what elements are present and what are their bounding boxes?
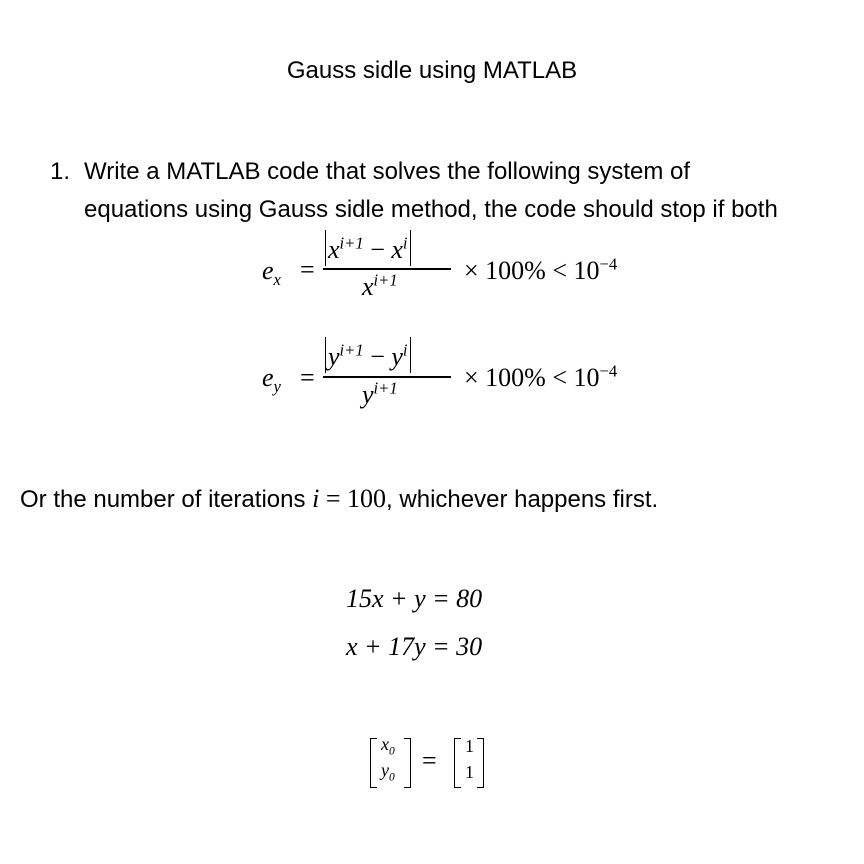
ex-denominator: $x^{i+1}$ — [362, 270, 398, 301]
ex-numerator: $x^{i+1} - x^i$ — [323, 230, 413, 266]
ex-rhs: × $100\% < 10^{-4}$ — [464, 254, 618, 285]
ey-rhs: × $100\% < 10^{-4}$ — [464, 361, 618, 392]
vector-y0: $y_0$ — [381, 760, 395, 784]
abs-right-bar — [410, 337, 411, 373]
value-top: 1 — [465, 736, 474, 756]
ex-fraction-bar — [323, 268, 451, 270]
vector-x0: $x_0$ — [381, 734, 395, 758]
ey-fraction-bar — [323, 376, 451, 378]
system-equation-1: 15x + y = 80 — [346, 584, 483, 613]
stop-condition-text: Or the number of iterations i = 100, whichever happens first. — [20, 484, 659, 513]
abs-left-bar — [325, 337, 326, 373]
question-number: 1. — [50, 158, 71, 185]
values-right-bracket — [477, 738, 484, 788]
ey-denominator: $y^{i+1}$ — [362, 378, 398, 409]
ey-numerator: $y^{i+1} - y^i$ — [323, 337, 413, 373]
abs-right-bar — [410, 230, 411, 266]
question-text-line-2: equations using Gauss sidle method, the code should stop if both — [84, 196, 778, 223]
vector-left-bracket — [370, 738, 377, 788]
vector-right-bracket — [404, 738, 411, 788]
ey-equals: = — [300, 363, 315, 392]
question-text-line-1: Write a MATLAB code that solves the following system of — [84, 158, 691, 185]
ex-equals: = — [300, 255, 315, 284]
abs-left-bar — [325, 230, 326, 266]
system-equation-2: x + 17y = 30 — [346, 632, 483, 661]
ey-lhs: $e_y$ — [262, 363, 281, 397]
value-bottom: 1 — [465, 762, 474, 782]
ex-lhs: $e_x$ — [262, 256, 281, 290]
initial-guess-equals: = — [422, 746, 437, 775]
document-title: Gauss sidle using MATLAB — [286, 57, 578, 84]
values-left-bracket — [454, 738, 461, 788]
